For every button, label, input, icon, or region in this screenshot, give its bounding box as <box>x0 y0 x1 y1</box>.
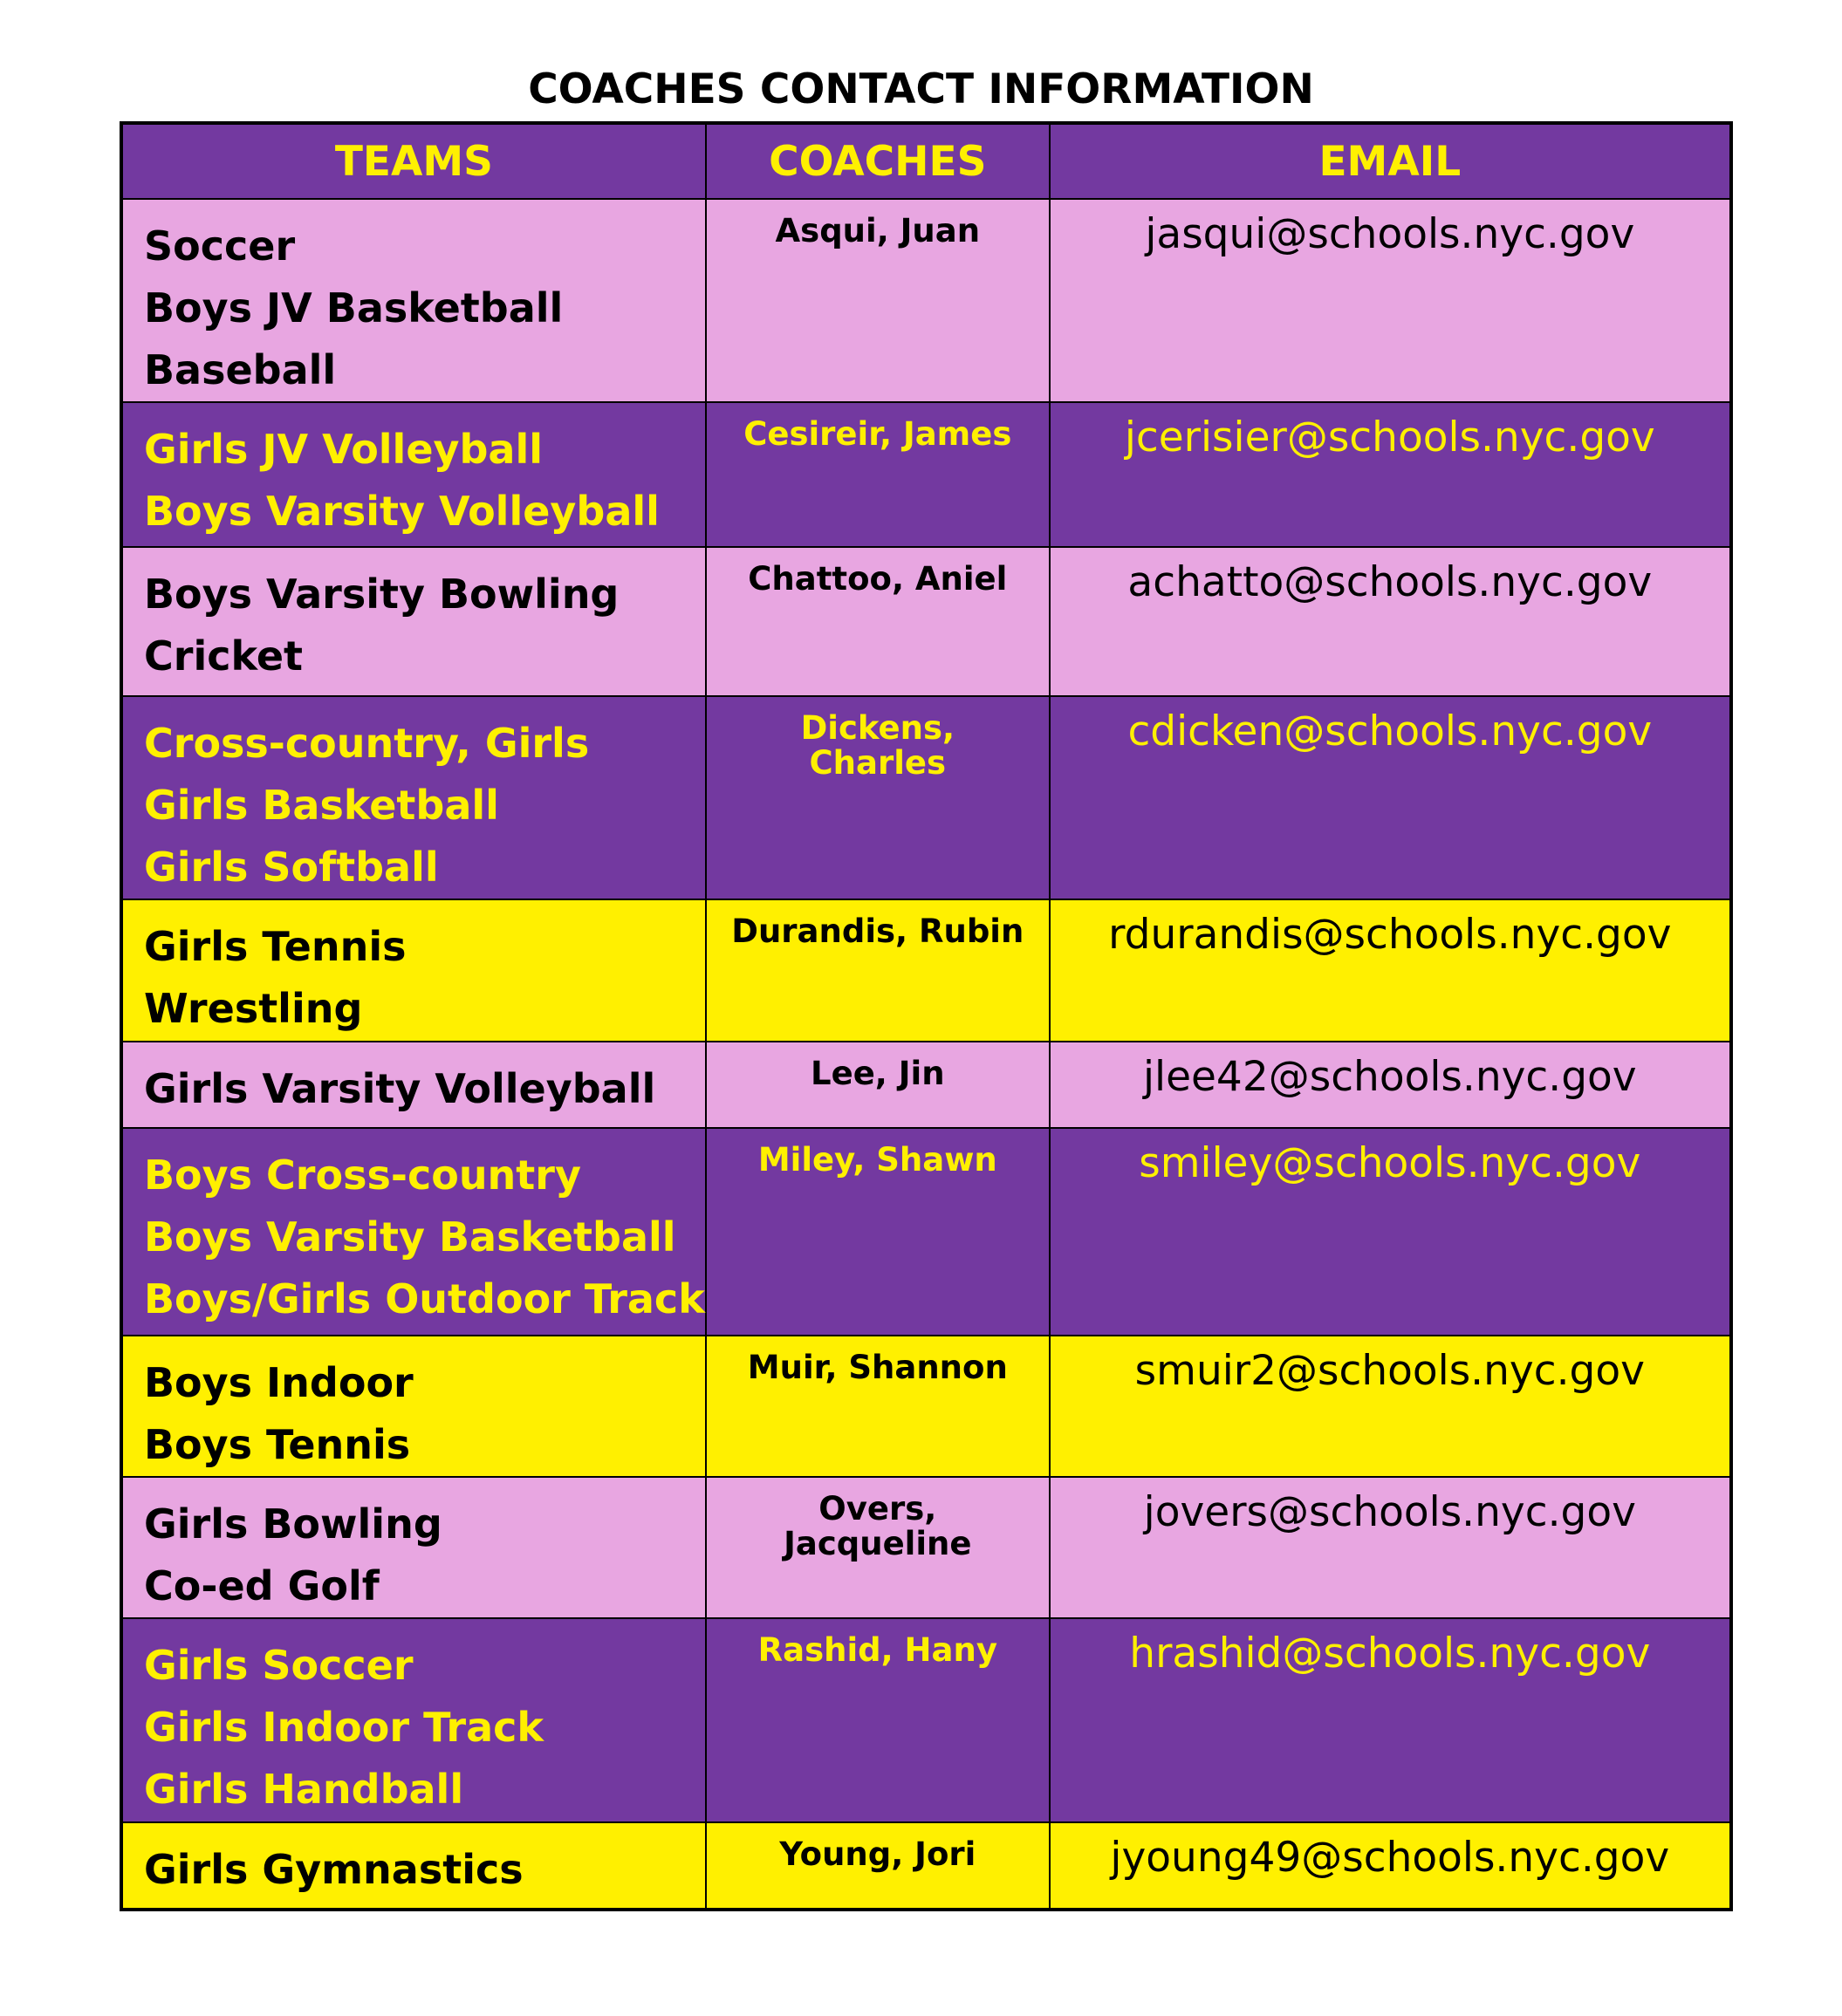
coach-cell <box>706 547 1050 696</box>
email-address: hrashid@schools.nyc.gov <box>1129 1630 1651 1678</box>
team-name: Baseball <box>144 346 337 393</box>
table-body <box>121 199 1731 1910</box>
team-list <box>144 1619 705 1821</box>
coach-name-line: Muir, Shannon <box>747 1349 1008 1386</box>
table-row <box>121 402 1731 547</box>
team-name: Girls Basketball <box>144 782 499 829</box>
team-name: Soccer <box>144 222 296 270</box>
coach-name-line: Chattoo, Aniel <box>748 560 1008 598</box>
teams-cell <box>121 1042 706 1128</box>
coach-cell <box>706 1128 1050 1336</box>
coach-name-line: Dickens, <box>800 709 955 747</box>
coach-name-line: Rashid, Hany <box>757 1631 997 1669</box>
team-name: Girls Tennis <box>144 923 407 970</box>
coach-cell <box>706 402 1050 547</box>
email-address: cdicken@schools.nyc.gov <box>1127 707 1653 755</box>
coach-name-line: Jacqueline <box>784 1525 972 1562</box>
coach-cell <box>706 199 1050 402</box>
coach-name-line: Overs, <box>818 1490 937 1527</box>
team-list <box>144 900 705 1040</box>
table-row <box>121 696 1731 899</box>
header-row <box>121 123 1731 199</box>
team-list <box>144 1042 705 1120</box>
team-name: Cricket <box>144 632 304 680</box>
email-address: rdurandis@schools.nyc.gov <box>1108 911 1672 959</box>
email-address: achatto@schools.nyc.gov <box>1127 558 1653 606</box>
table-row <box>121 1042 1731 1128</box>
coach-cell <box>706 696 1050 899</box>
coach-name-line: Charles <box>809 744 947 782</box>
team-list <box>144 548 705 687</box>
team-name: Girls Gymnastics <box>144 1846 524 1893</box>
teams-cell <box>121 696 706 899</box>
team-name: Girls Handball <box>144 1766 464 1813</box>
email-cell <box>1050 696 1731 899</box>
email-header: EMAIL <box>1050 123 1731 199</box>
email-address: jasqui@schools.nyc.gov <box>1145 210 1635 258</box>
email-address: smuir2@schools.nyc.gov <box>1134 1347 1645 1395</box>
team-list <box>144 1336 705 1476</box>
teams-header: TEAMS <box>121 123 706 199</box>
team-name: Girls Soccer <box>144 1642 414 1689</box>
table-row <box>121 1618 1731 1822</box>
page-title: COACHES CONTACT INFORMATION <box>528 65 1314 113</box>
team-name: Girls Indoor Track <box>144 1704 544 1751</box>
teams-cell <box>121 1822 706 1910</box>
team-list <box>144 1478 705 1617</box>
coach-name-line: Miley, Shawn <box>757 1141 997 1179</box>
coach-name-line: Lee, Jin <box>811 1055 945 1092</box>
email-cell <box>1050 547 1731 696</box>
team-name: Girls Varsity Volleyball <box>144 1065 656 1112</box>
email-cell <box>1050 1618 1731 1822</box>
email-cell <box>1050 402 1731 547</box>
team-name: Boys Varsity Bowling <box>144 571 620 618</box>
team-name: Girls Softball <box>144 844 439 891</box>
coach-cell <box>706 1477 1050 1618</box>
coach-cell <box>706 899 1050 1042</box>
team-name: Girls JV Volleyball <box>144 426 544 473</box>
table-row <box>121 1128 1731 1336</box>
table-row <box>121 1336 1731 1477</box>
email-address: jcerisier@schools.nyc.gov <box>1124 413 1655 461</box>
email-address: smiley@schools.nyc.gov <box>1139 1139 1641 1187</box>
email-cell <box>1050 1822 1731 1910</box>
teams-cell <box>121 547 706 696</box>
team-name: Boys Cross-country <box>144 1152 581 1199</box>
coach-cell <box>706 1618 1050 1822</box>
team-name: Co-ed Golf <box>144 1562 380 1609</box>
coach-name-line: Cesireir, James <box>743 415 1012 453</box>
email-cell <box>1050 1128 1731 1336</box>
team-list <box>144 1823 705 1901</box>
teams-cell <box>121 199 706 402</box>
team-name: Boys Indoor <box>144 1359 414 1406</box>
coach-cell <box>706 1336 1050 1477</box>
team-name: Boys JV Basketball <box>144 284 564 331</box>
coach-name-line: Asqui, Juan <box>775 212 981 249</box>
teams-cell <box>121 1618 706 1822</box>
teams-cell <box>121 1336 706 1477</box>
table-row <box>121 199 1731 402</box>
coaches-table <box>120 121 1733 1911</box>
team-list <box>144 1129 705 1330</box>
team-name: Boys Tennis <box>144 1421 411 1468</box>
table-row <box>121 1822 1731 1910</box>
email-address: jlee42@schools.nyc.gov <box>1142 1053 1637 1101</box>
email-cell <box>1050 1336 1731 1477</box>
team-name: Cross-country, Girls <box>144 720 590 767</box>
teams-cell <box>121 1477 706 1618</box>
team-list <box>144 200 705 401</box>
teams-cell <box>121 899 706 1042</box>
team-name: Boys Varsity Volleyball <box>144 488 660 535</box>
email-address: jyoung49@schools.nyc.gov <box>1110 1834 1670 1882</box>
email-cell <box>1050 1042 1731 1128</box>
team-list <box>144 697 705 899</box>
team-name: Girls Bowling <box>144 1500 442 1548</box>
team-list <box>144 403 705 543</box>
coach-cell <box>706 1042 1050 1128</box>
coaches-header: COACHES <box>706 123 1050 199</box>
email-cell <box>1050 1477 1731 1618</box>
teams-cell <box>121 1128 706 1336</box>
teams-cell <box>121 402 706 547</box>
table-row <box>121 547 1731 696</box>
table-row <box>121 899 1731 1042</box>
email-address: jovers@schools.nyc.gov <box>1143 1488 1636 1536</box>
coach-name-line: Durandis, Rubin <box>731 912 1024 950</box>
team-name: Wrestling <box>144 985 363 1032</box>
coach-cell <box>706 1822 1050 1910</box>
email-cell <box>1050 899 1731 1042</box>
team-name: Boys/Girls Outdoor Track <box>144 1275 705 1322</box>
team-name: Boys Varsity Basketball <box>144 1213 676 1261</box>
table-row <box>121 1477 1731 1618</box>
coach-name-line: Young, Jori <box>779 1835 976 1873</box>
email-cell <box>1050 199 1731 402</box>
